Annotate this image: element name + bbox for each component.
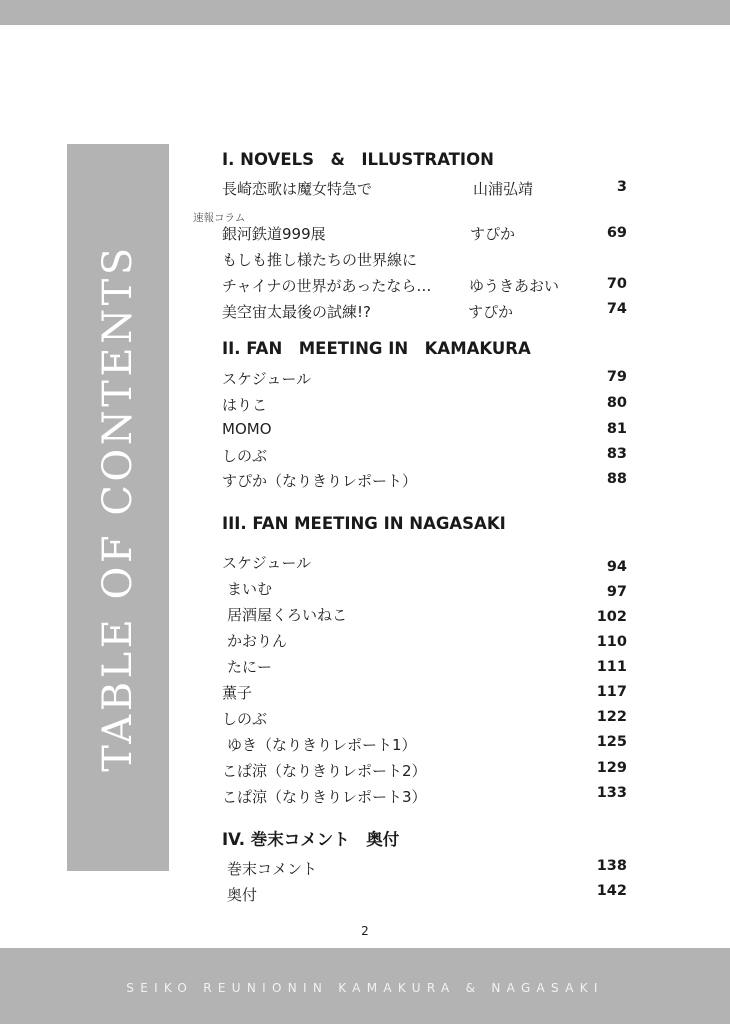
toc-entry-title: はりこ (222, 396, 268, 414)
toc-entry-title: ゆき（なりきりレポート1） (227, 736, 417, 754)
toc-entry-page: 74 (606, 301, 627, 317)
section-heading-1: I. NOVELS & ILLUSTRATION (222, 150, 494, 169)
toc-entry-page: 97 (606, 584, 627, 600)
column-note: 速報コラム (193, 212, 246, 224)
section-heading-2: II. FAN MEETING IN KAMAKURA (222, 339, 531, 358)
toc-entry-page: 102 (596, 609, 627, 625)
toc-entry-author: すぴか (470, 225, 516, 243)
toc-entry-title: かおりん (227, 632, 288, 650)
footer-text: SEIKO REUNIONIN KAMAKURA & NAGASAKI (126, 981, 604, 995)
toc-entry-page: 133 (596, 785, 627, 801)
toc-entry-title-continued: チャイナの世界があったなら… (222, 277, 432, 295)
toc-entry-page: 117 (596, 684, 627, 700)
toc-entry-page: 125 (596, 734, 627, 750)
toc-entry-title: スケジュール (222, 554, 312, 572)
toc-entry-title: たにー (227, 658, 273, 676)
toc-entry-title: しのぶ (222, 710, 268, 728)
toc-entry-title: 巻末コメント (227, 860, 318, 878)
page-number: 2 (361, 924, 369, 938)
toc-entry-page: 81 (606, 421, 627, 437)
section-heading-3: III. FAN MEETING IN NAGASAKI (222, 514, 506, 533)
toc-entry-title: まいむ (227, 580, 273, 598)
top-bar (0, 0, 730, 25)
toc-entry-title: 美空宙太最後の試練!? (222, 303, 371, 321)
toc-entry-title: 奥付 (227, 886, 258, 904)
toc-entry-title: こぱ涼（なりきりレポート3） (222, 788, 427, 806)
toc-entry-page: 70 (606, 276, 627, 292)
toc-entry-title: 薫子 (222, 684, 253, 702)
toc-entry-page: 83 (606, 446, 627, 462)
toc-entry-title: MOMO (222, 420, 272, 438)
side-title: TABLE OF CONTENTS (95, 243, 141, 772)
toc-entry-page: 88 (606, 471, 627, 487)
toc-entry-page: 3 (616, 179, 627, 195)
toc-entry-page: 69 (606, 225, 627, 241)
toc-entry-page: 122 (596, 709, 627, 725)
toc-entry-title: スケジュール (222, 370, 312, 388)
toc-entry-page: 129 (596, 760, 627, 776)
toc-entry-page: 94 (606, 559, 627, 575)
toc-entry-title: こぱ涼（なりきりレポート2） (222, 762, 427, 780)
toc-entry-page: 110 (596, 634, 627, 650)
toc-entry-page: 111 (596, 659, 627, 675)
toc-entry-title: しのぶ (222, 447, 268, 465)
toc-entry-author: 山浦弘靖 (473, 180, 534, 198)
toc-entry-page: 79 (606, 369, 627, 385)
toc-entry-title: もしも推し様たちの世界線に (222, 251, 418, 269)
section-heading-4: IV. 巻末コメント 奥付 (222, 830, 400, 849)
toc-entry-title: 銀河鉄道999展 (222, 225, 326, 243)
toc-entry-author: ゆうきあおい (469, 277, 560, 295)
toc-entry-page: 138 (596, 858, 627, 874)
toc-entry-title: すぴか（なりきりレポート） (222, 472, 418, 490)
toc-entry-author: すぴか (468, 303, 514, 321)
toc-entry-title: 長崎恋歌は魔女特急で (222, 180, 373, 198)
toc-entry-page: 142 (596, 883, 627, 899)
toc-entry-page: 80 (606, 395, 627, 411)
toc-entry-title: 居酒屋くろいねこ (227, 606, 348, 624)
side-title-box (67, 144, 169, 871)
